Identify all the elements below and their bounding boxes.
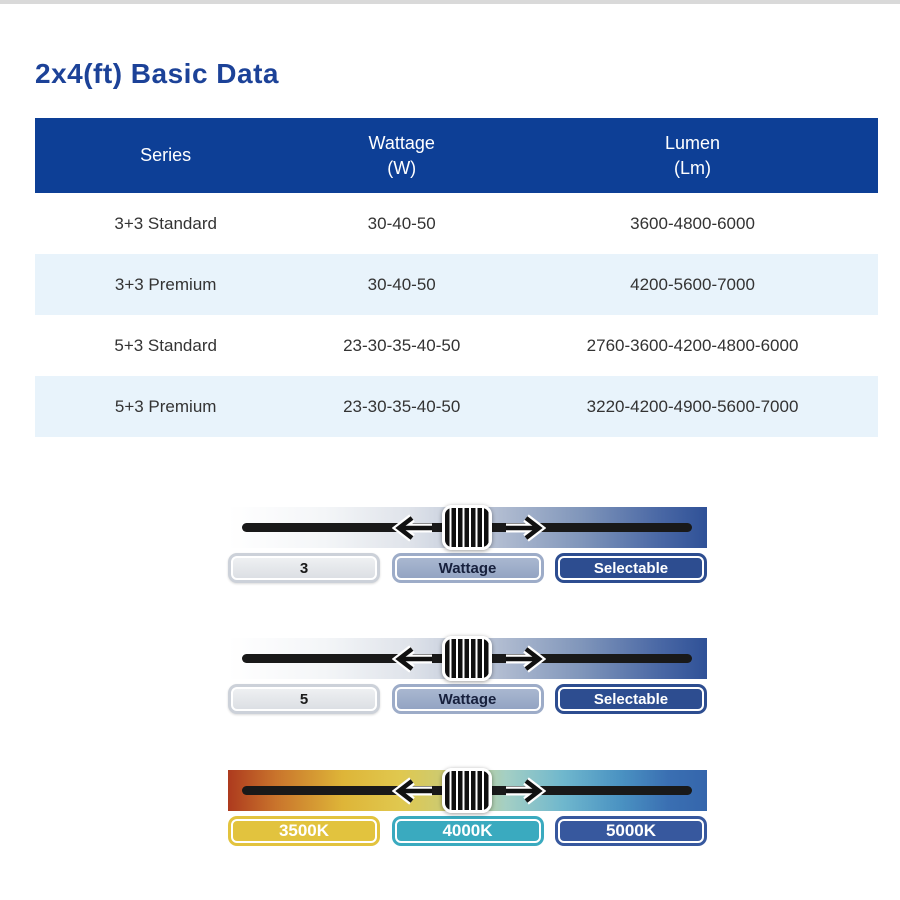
selector-button-row	[228, 816, 707, 846]
column-header-label: Lumen	[665, 132, 721, 153]
slider-knob-icon[interactable]	[442, 768, 492, 813]
right-arrow-icon	[504, 777, 546, 805]
right-arrow-icon	[504, 645, 546, 673]
top-divider	[0, 0, 900, 4]
left-arrow-icon	[392, 645, 434, 673]
cct-4000k-button[interactable]: 4000K	[392, 816, 544, 846]
selector-gradient-bar	[228, 638, 707, 679]
wattage-label-button[interactable]: Wattage	[392, 684, 544, 714]
table-header-row	[35, 118, 878, 193]
selector-button-row	[228, 684, 707, 714]
table-row	[35, 193, 878, 254]
right-arrow-icon	[504, 514, 546, 542]
page-title: 2x4(ft) Basic Data	[35, 58, 279, 89]
series-cell: 3+3 Premium	[114, 274, 217, 294]
slider-knob-icon[interactable]	[442, 636, 492, 681]
wattage-cell: 30-40-50	[367, 213, 436, 233]
series-cell: 5+3 Premium	[114, 396, 217, 416]
selectable-button[interactable]: Selectable	[555, 684, 707, 714]
wattage-value-button[interactable]: 3	[228, 553, 380, 583]
series-cell: 3+3 Standard	[114, 213, 217, 233]
column-header-label: Series	[140, 145, 192, 165]
column-header-lumen	[507, 118, 878, 193]
column-header-unit: (Lm)	[674, 157, 712, 178]
wattage-cell: 23-30-35-40-50	[343, 335, 461, 355]
cct-5000k-button[interactable]: 5000K	[555, 816, 707, 846]
wattage-selector-3	[228, 507, 707, 583]
wattage-selector-5	[228, 638, 707, 714]
left-arrow-icon	[392, 514, 434, 542]
column-header-unit: (W)	[387, 157, 417, 178]
slider-knob-icon[interactable]	[442, 505, 492, 550]
cct-3500k-button[interactable]: 3500K	[228, 816, 380, 846]
selector-gradient-bar	[228, 770, 707, 811]
table-row	[35, 376, 878, 437]
selectable-button[interactable]: Selectable	[555, 553, 707, 583]
lumen-cell: 3220-4200-4900-5600-7000	[586, 396, 799, 416]
wattage-value-button[interactable]: 5	[228, 684, 380, 714]
selector-gradient-bar	[228, 507, 707, 548]
column-header-label: Wattage	[368, 132, 435, 153]
lumen-cell: 2760-3600-4200-4800-6000	[586, 335, 799, 355]
wattage-cell: 30-40-50	[367, 274, 436, 294]
wattage-label-button[interactable]: Wattage	[392, 553, 544, 583]
lumen-cell: 4200-5600-7000	[630, 274, 755, 294]
table-row	[35, 254, 878, 315]
cct-selector	[228, 770, 707, 846]
wattage-cell: 23-30-35-40-50	[343, 396, 461, 416]
left-arrow-icon	[392, 777, 434, 805]
table-row	[35, 315, 878, 376]
column-header-wattage	[296, 118, 507, 193]
selector-button-row	[228, 553, 707, 583]
basic-data-table	[35, 118, 878, 437]
lumen-cell: 3600-4800-6000	[630, 213, 755, 233]
series-cell: 5+3 Standard	[114, 335, 217, 355]
column-header-series	[35, 118, 296, 193]
